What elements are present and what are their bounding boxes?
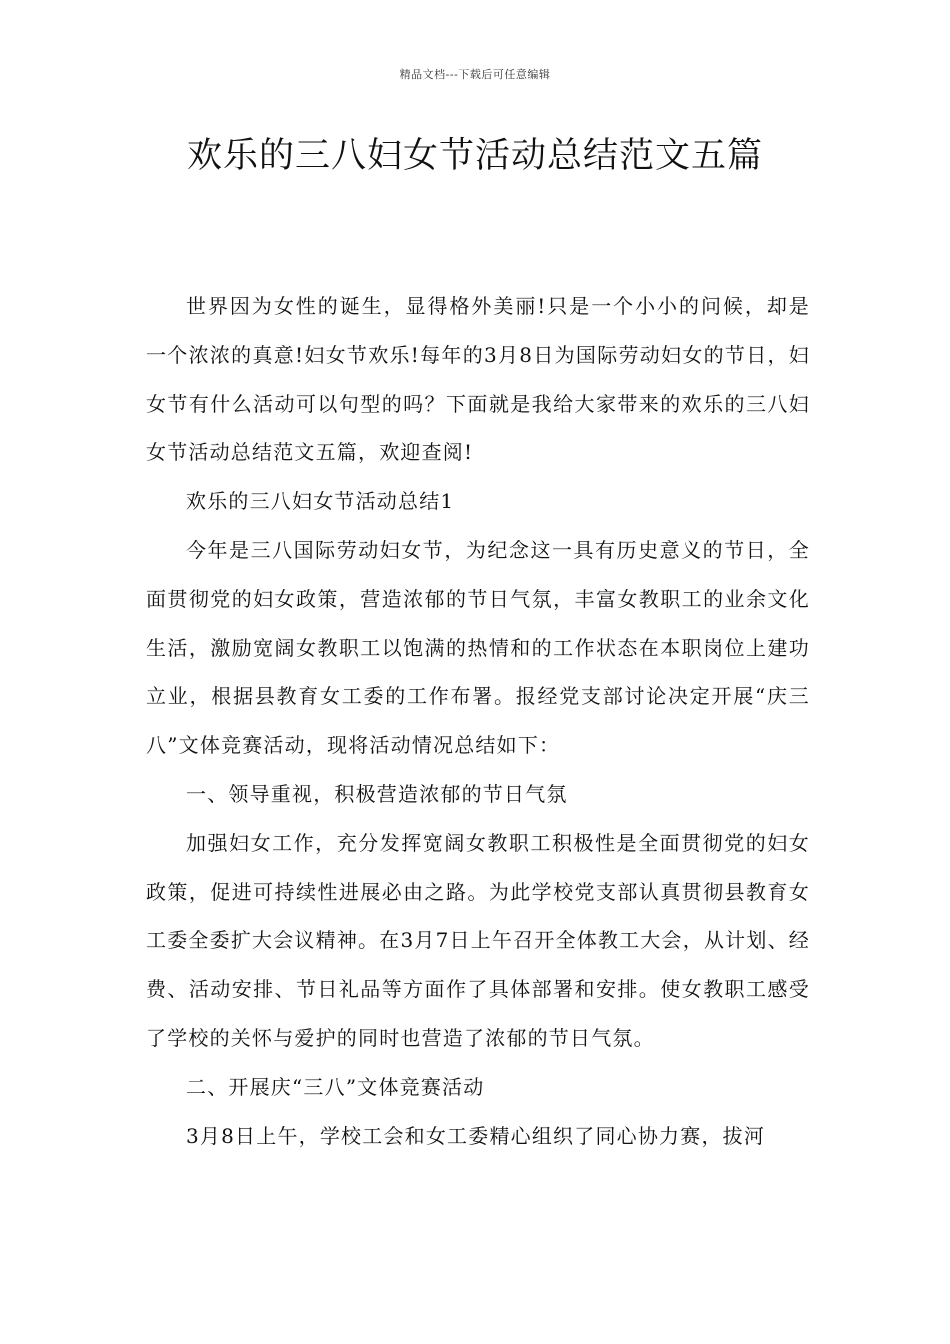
page-header-note: 精品文档---下载后可任意编辑 [399, 68, 551, 81]
subsection-heading: 一、领导重视，积极营造浓郁的节日气氛 [186, 781, 568, 806]
intro-paragraph: 世界因为女性的诞生，显得格外美丽!只是一个小小的问候，却是一个浓浓的真意!妇女节欢乐!每年的3月8日为国际劳动妇女的节日，妇女节有什么活动可以句型的吗？下面就是我给大家带来的欢乐的三八妇女节活动总结范文五篇，欢迎查阅! [146, 294, 810, 465]
document-title: 欢乐的三八妇女节活动总结范文五篇 [186, 136, 763, 176]
subsection-heading: 二、开展庆“三八”文体竞赛活动 [186, 1074, 485, 1099]
section-heading: 欢乐的三八妇女节活动总结1 [186, 489, 455, 514]
body-paragraph: 3月8日上午，学校工会和女工委精心组织了同心协力赛，拔河 [186, 1123, 766, 1148]
body-paragraph: 今年是三八国际劳动妇女节，为纪念这一具有历史意义的节日，全面贯彻党的妇女政策，营造浓郁的节日气氛，丰富女教职工的业余文化生活，激励宽阔女教职工以饱满的热情和的工作状态在本职岗位上建功立业，根据县教育女工委的工作布署。报经党支部讨论决定开展“庆三八”文体竞赛活动，现将活动情况总结如下： [146, 537, 810, 758]
document-body [146, 282, 810, 1160]
body-paragraph: 加强妇女工作，充分发挥宽阔女教职工积极性是全面贯彻党的妇女政策，促进可持续性进展必由之路。为此学校党支部认真贯彻县教育女工委全委扩大会议精神。在3月7日上午召开全体教工大会，从计划、经费、活动安排、节日礼品等方面作了具体部署和安排。使女教职工感受了学校的关怀与爱护的同时也营造了浓郁的节日气氛。 [146, 830, 810, 1050]
